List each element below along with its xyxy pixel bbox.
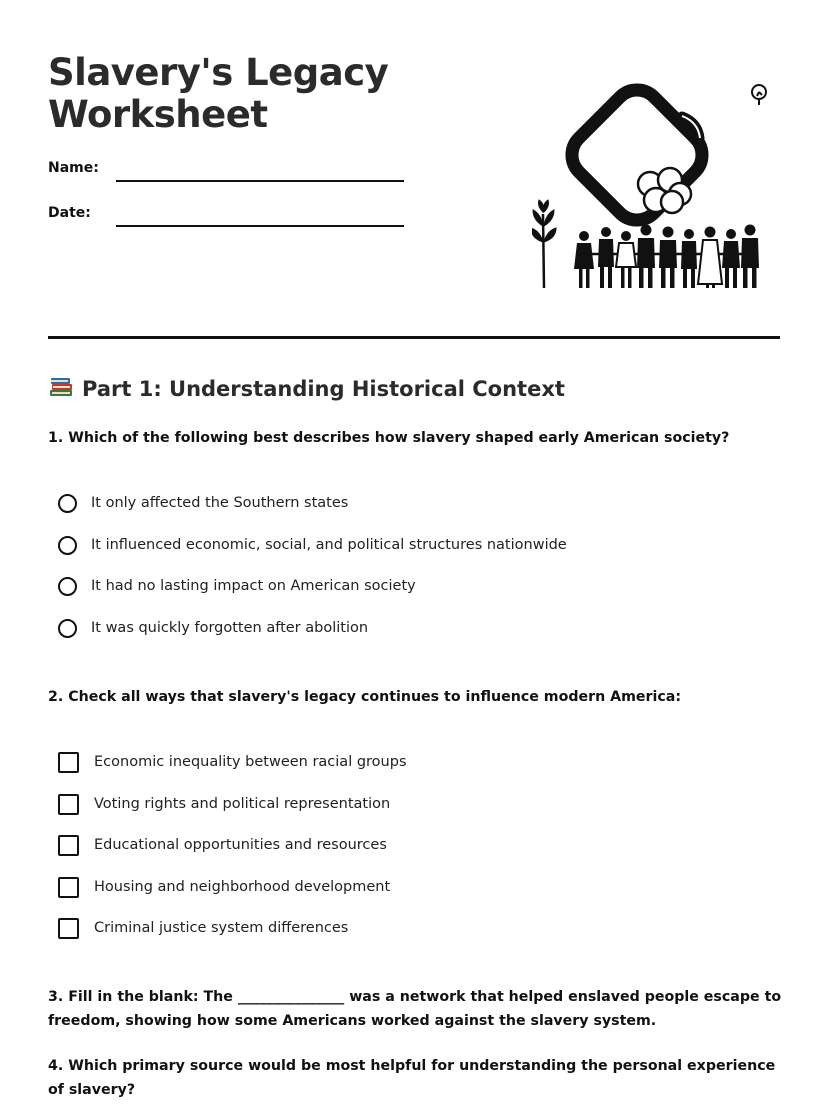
radio-button[interactable] (58, 577, 77, 596)
option-label: Housing and neighborhood development (94, 879, 391, 895)
checkbox[interactable] (58, 918, 79, 939)
option-label: It was quickly forgotten after abolition (91, 620, 369, 636)
option-label: Voting rights and political representation (94, 796, 391, 812)
date-label: Date: (48, 205, 91, 221)
option-label: Economic inequality between racial groups (94, 754, 407, 770)
q2-option[interactable] (58, 875, 390, 899)
checkbox[interactable] (58, 877, 79, 898)
title-line-1: Slavery's Legacy (48, 51, 389, 94)
part1-heading (48, 374, 565, 403)
radio-button[interactable] (58, 536, 77, 555)
option-label: It only affected the Southern states (91, 495, 349, 511)
radio-button[interactable] (58, 619, 77, 638)
question-4: 4. Which primary source would be most helpful for understanding the personal experience of slavery? (48, 1058, 776, 1098)
header-illustration (532, 76, 772, 298)
books-icon (48, 374, 74, 403)
checkbox[interactable] (58, 835, 79, 856)
question-2: 2. Check all ways that slavery's legacy continues to influence modern America: (48, 689, 682, 705)
q2-option[interactable] (58, 833, 387, 857)
option-label: Criminal justice system differences (94, 920, 349, 936)
q1-option[interactable] (58, 491, 348, 515)
cotton-sprout-icon (752, 85, 766, 105)
checkbox[interactable] (58, 794, 79, 815)
worksheet-page (48, 0, 780, 1118)
people-holding-hands-icon (574, 225, 759, 289)
name-label: Name: (48, 160, 99, 176)
question-1: 1. Which of the following best describes how slavery shaped early American society? (48, 430, 730, 446)
q2-option[interactable] (58, 916, 348, 940)
q1-option[interactable] (58, 574, 416, 598)
option-label: Educational opportunities and resources (94, 837, 387, 853)
option-label: It influenced economic, social, and political structures nationwide (91, 537, 567, 553)
name-field[interactable] (116, 180, 404, 182)
worksheet-title (48, 52, 388, 136)
chain-link-icon (562, 80, 712, 230)
q1-option[interactable] (58, 533, 567, 557)
date-field[interactable] (116, 225, 404, 227)
q2-option[interactable] (58, 792, 390, 816)
title-line-2: Worksheet (48, 93, 268, 136)
part1-title: Part 1: Understanding Historical Context (82, 376, 565, 401)
header-divider (48, 336, 780, 339)
q1-option[interactable] (58, 616, 368, 640)
q2-option[interactable] (58, 750, 407, 774)
plant-icon (532, 200, 556, 288)
option-label: It had no lasting impact on American society (91, 578, 416, 594)
radio-button[interactable] (58, 494, 77, 513)
question-3: 3. Fill in the blank: The _______________ was a network that helped enslaved people escape to freedom, showing how some Americans worked against the slavery system. (48, 989, 782, 1029)
checkbox[interactable] (58, 752, 79, 773)
